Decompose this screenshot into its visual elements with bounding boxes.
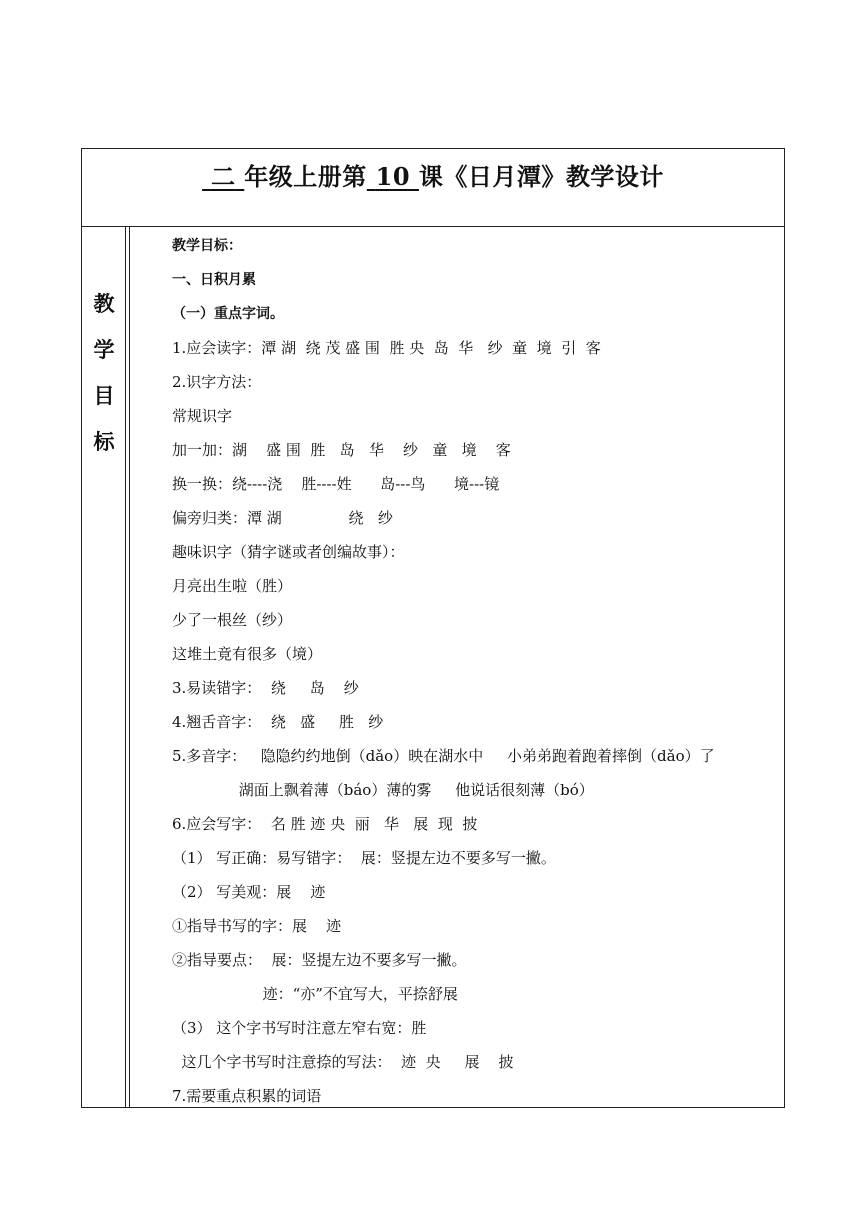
side-label-char: 教 (93, 291, 115, 316)
title-grade: 二 (210, 162, 236, 191)
text-line: 湖面上飘着薄（báo）薄的雾 他说话很刻薄（bó） (172, 781, 594, 799)
text-line: 换一换：绕----浇 胜----姓 岛---鸟 境---镜 (172, 475, 500, 493)
title-row (82, 149, 784, 227)
section-heading: 教学目标： (172, 238, 242, 254)
side-label (82, 281, 126, 465)
text-line: 5.多音字： 隐隐约约地倒（dǎo）映在湖水中 小弟弟跑着跑着摔倒（dǎo）了 (172, 747, 715, 765)
text-line: 1.应会读字：潭 湖 绕 茂 盛 围 胜 央 岛 华 纱 童 境 引 客 (172, 339, 601, 357)
text-line: 偏旁归类：潭 湖 绕 纱 (172, 509, 393, 527)
text-line: 这堆土竟有很多（境） (172, 645, 323, 663)
side-label-char: 标 (93, 429, 115, 454)
text-line: 迹：“亦”不宜写大，平捺舒展 (172, 985, 458, 1003)
title-lesson-number: 10 (375, 162, 411, 191)
text-line: （2） 写美观：展 迹 (172, 883, 326, 901)
text-line: 4.翘舌音字： 绕 盛 胜 纱 (172, 713, 384, 731)
text-line: 少了一根丝（纱） (172, 611, 293, 629)
title-mid: 年级上册第 (244, 162, 367, 191)
side-column (82, 227, 126, 1107)
text-line: 2.识字方法： (172, 373, 262, 391)
side-label-char: 学 (93, 337, 115, 362)
text-line: 常规识字 (172, 407, 233, 425)
text-line: 7.需要重点积累的词语 (172, 1087, 322, 1105)
text-line: 加一加：湖 盛 围 胜 岛 华 纱 童 境 客 (172, 441, 511, 459)
lesson-table (81, 148, 785, 1108)
section-heading: 一、日积月累 (172, 272, 256, 288)
text-line: 这几个字书写时注意捺的写法： 迹 央 展 披 (172, 1053, 514, 1071)
section-heading: （一）重点字词。 (172, 306, 284, 322)
text-line: 月亮出生啦（胜） (172, 577, 293, 595)
text-line: （1） 写正确：易写错字： 展：竖提左边不要多写一撇。 (172, 849, 556, 867)
side-label-char: 目 (93, 383, 115, 408)
text-line: 3.易读错字： 绕 岛 纱 (172, 679, 359, 697)
text-line: ①指导书写的字：展 迹 (172, 917, 342, 935)
text-line: ②指导要点： 展：竖提左边不要多写一撇。 (172, 951, 467, 969)
title-rest: 课《日月潭》教学设计 (418, 162, 664, 191)
side-spacer-column (126, 227, 130, 1107)
text-line: 趣味识字（猜字谜或者创编故事）： (172, 543, 405, 561)
page-title (82, 157, 784, 192)
text-line: 6.应会写字： 名 胜 迹 央 丽 华 展 现 披 (172, 815, 478, 833)
text-line: （3） 这个字书写时注意左窄右宽：胜 (172, 1019, 427, 1037)
